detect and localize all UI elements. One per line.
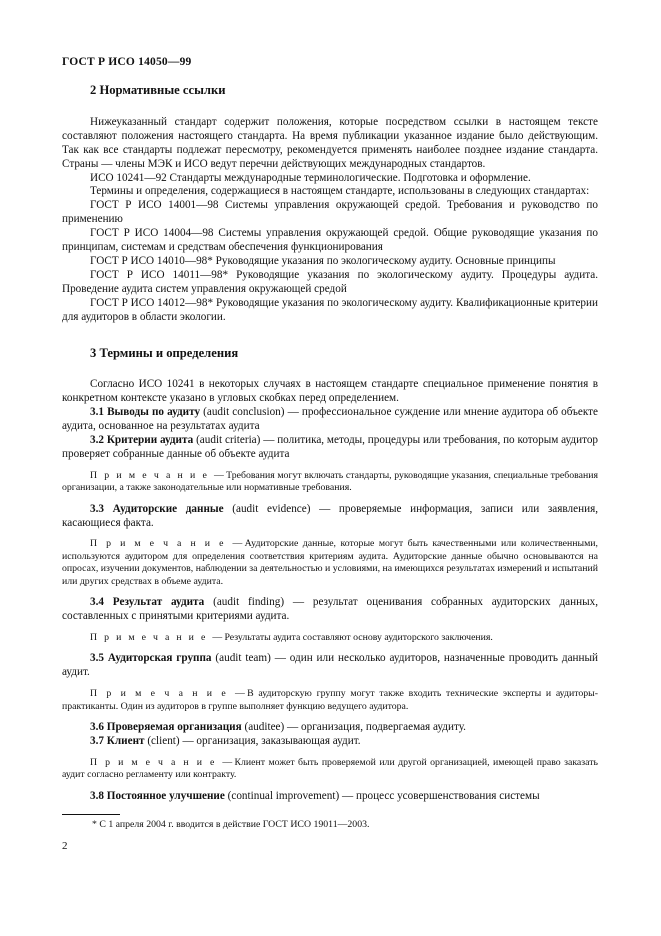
reference-item: ГОСТ Р ИСО 14001—98 Системы управления окружающей средой. Требования и руководство по применению [62, 199, 598, 226]
section-2-heading: 2 Нормативные ссылки [90, 83, 226, 97]
section-3-heading: 3 Термины и определения [90, 345, 239, 360]
term-3-3: 3.3 Аудиторские данные (audit evidence) — проверяемые информация, записи или заявления, касающиеся факта. [62, 502, 599, 529]
reference-item: ГОСТ Р ИСО 14010—98* Руководящие указания по экологическому аудиту. Основные принципы [90, 254, 556, 267]
footnote-rule [62, 814, 120, 815]
section-2-intro: Нижеуказанный стандарт содержит положения, которые посредством ссылки в настоящем тексте составляют положения настоящего стандарта. На время публикации указанное издание было действующим. Так как все стандарты подлежат пересмотру, рекомендуется применять наиболее позднее издание стандарта. Страны — члены МЭК и ИСО ведут перечни действующих международных стандартов. [62, 115, 598, 170]
note-3-3: П р и м е ч а н и е —Аудиторские данные, которые могут быть качественными или количественными, используются аудитором для определения соответствия критериям аудита. Аудиторские данные обычно основываются на опросах, изучении документов, наблюдении за деятельностью и условиями, на имеющихся результатах измерений и испытаний или других средствах в объеме аудита. [62, 538, 598, 587]
terms-used-intro: Термины и определения, содержащиеся в настоящем стандарте, использованы в следующих стандартах: [90, 185, 590, 198]
footnote: * С 1 апреля 2004 г. вводится в действие ГОСТ ИСО 19011—2003. [92, 819, 370, 830]
term-3-4: 3.4 Результат аудита (audit finding) — результат оценивания собранных аудиторских данных, составленных с принятыми критериями аудита. [62, 596, 598, 622]
reference-item: ГОСТ Р ИСО 14004—98 Системы управления окружающей средой. Общие руководящие указания по принципам, системам и средствам обеспечения функционирования [62, 227, 598, 254]
note-3-2: П р и м е ч а н и е —Требования могут включать стандарты, руководящие указания, специальные требования организации, а также законодательные или нормативные требования. [62, 469, 599, 494]
document-body [62, 84, 598, 803]
term-3-8: 3.8 Постоянное улучшение (continual improvement) — процесс усовершенствования системы [90, 789, 540, 802]
reference-item: ГОСТ Р ИСО 14011—98* Руководящие указания по экологическому аудиту. Процедуры аудита. Проведение аудита систем управления окружающей средой [62, 268, 598, 295]
reference-iso-10241: ИСО 10241—92 Стандарты международные терминологические. Подготовка и оформление. [90, 171, 531, 184]
term-3-7: 3.7 Клиент (client) — организация, заказывающая аудит. [90, 734, 361, 747]
term-3-2: 3.2 Критерии аудита (audit criteria) — политика, методы, процедуры или требования, по которым аудитор проверяет собранные данные об объекте аудита [62, 434, 599, 460]
reference-item: ГОСТ Р ИСО 14012—98* Руководящие указания по экологическому аудиту. Квалификационные критерии для аудиторов в области экологии. [62, 296, 598, 323]
note-3-5: П р и м е ч а н и е —В аудиторскую группу могут также входить технические эксперты и аудиторы-практиканты. Один из аудиторов в группе выполняет функцию ведущего аудитора. [62, 688, 598, 712]
running-head: ГОСТ Р ИСО 14050—99 [62, 56, 192, 68]
term-3-1: 3.1 Выводы по аудиту (audit conclusion) — профессиональное суждение или мнение аудитора об объекте аудита, основанное на результатах аудита [62, 406, 599, 433]
page-number: 2 [62, 840, 68, 852]
term-3-5: 3.5 Аудиторская группа (audit team) — один или несколько аудиторов, назначенные проводить данный аудит. [62, 652, 599, 679]
note-3-7: П р и м е ч а н и е —Клиент может быть проверяемой или другой организацией, имеющей право заказать аудит согласно регламенту или контракту. [62, 756, 598, 781]
section-3-intro: Согласно ИСО 10241 в некоторых случаях в настоящем стандарте специальное применение понятия в конкретном контексте указано в угловых скобках перед определением. [62, 378, 598, 405]
term-3-6: 3.6 Проверяемая организация (auditee) — организация, подвергаемая аудиту. [90, 720, 466, 733]
note-3-4: П р и м е ч а н и е —Результаты аудита составляют основу аудиторского заключения. [90, 631, 493, 643]
